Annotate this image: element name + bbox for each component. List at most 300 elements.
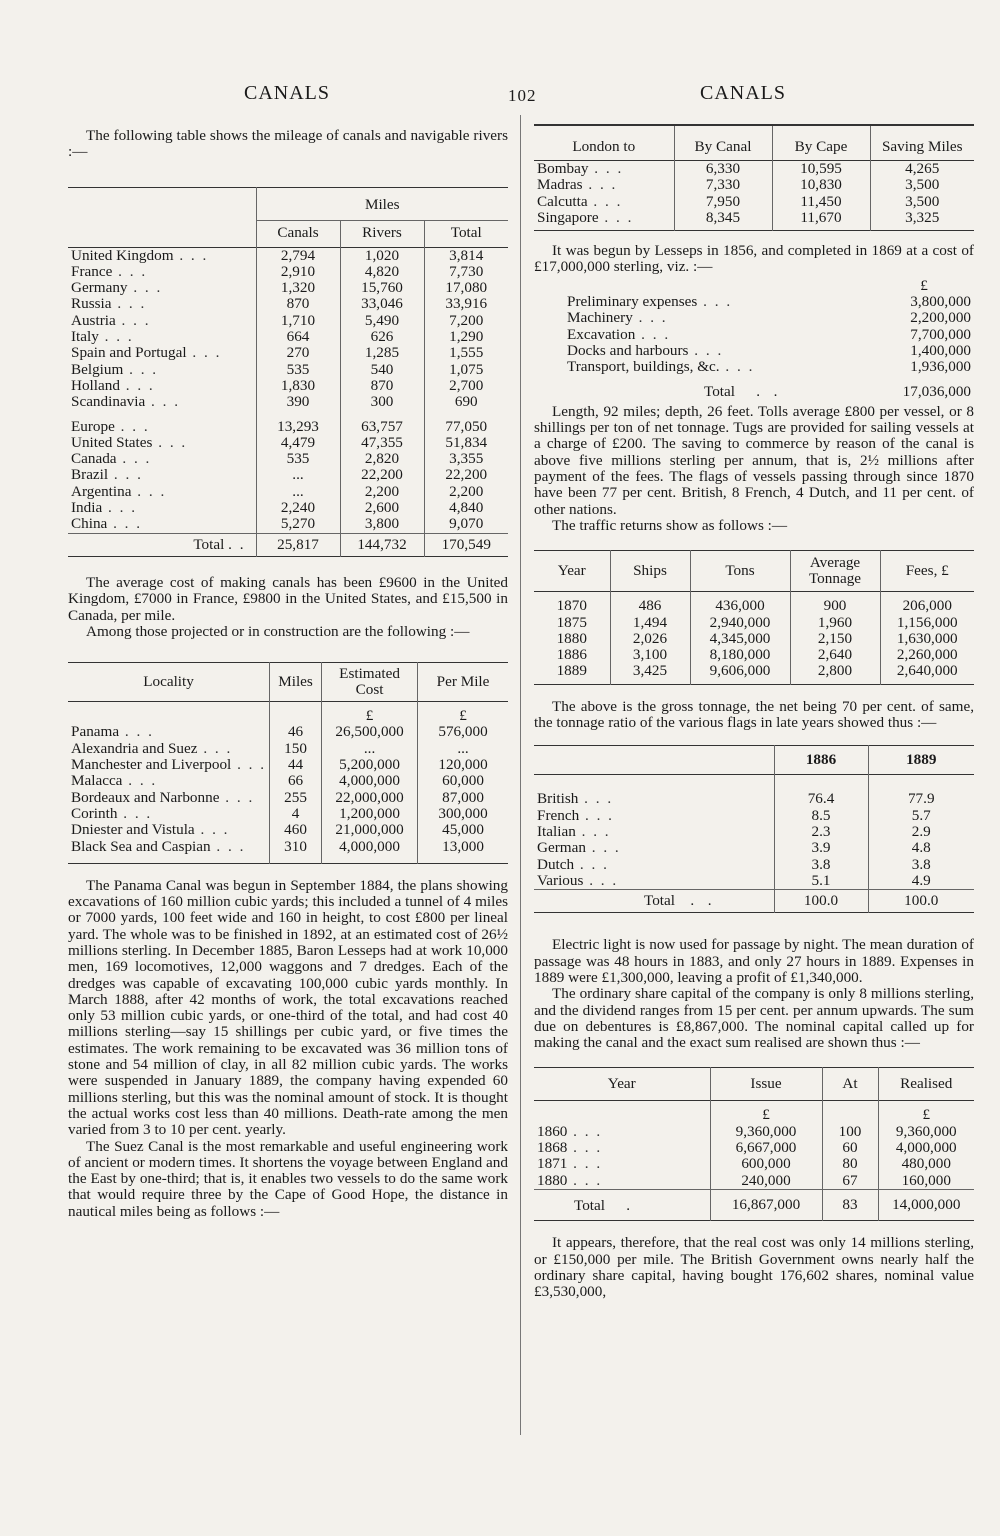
mileage-row: [68, 467, 508, 483]
project-row-value: 460: [270, 822, 322, 838]
mileage-row-value: 2,240: [256, 500, 340, 516]
leader-dots: . . .: [582, 176, 618, 194]
cost-paragraph: The average cost of making canals has been £9600 in the United Kingdom, £7000 in France, £9800 in the United States, and £15,500 in Canada, per mile.: [68, 573, 508, 624]
capital-row-value: 9,360,000: [878, 1124, 974, 1140]
mileage-row-label: Germany . . .: [71, 279, 163, 297]
mileage-row-value: 7,200: [424, 313, 508, 329]
cost-row-value: 1,936,000: [910, 358, 971, 376]
flag-row-value: 76.4: [774, 791, 868, 807]
route-row-value: 4,265: [870, 161, 974, 178]
traffic-row: [534, 598, 974, 614]
project-row-value: 255: [270, 790, 322, 806]
col-ships: Ships: [610, 551, 690, 592]
mileage-row-value: 2,200: [340, 484, 424, 500]
leader-dots: . . .: [119, 723, 154, 741]
route-row-value: 3,500: [870, 194, 974, 210]
capital-table: [534, 1067, 974, 1221]
mileage-group-2: [68, 419, 508, 534]
mileage-row: [68, 280, 508, 296]
mileage-row-value: 1,555: [424, 345, 508, 361]
mileage-row: [68, 247, 508, 264]
leader-dots: . . .: [578, 790, 614, 808]
col-saving-miles: Saving Miles: [870, 134, 974, 161]
traffic-row-value: 486: [610, 598, 690, 614]
project-row-value: 60,000: [418, 773, 508, 789]
project-row-value: 4,000,000: [322, 839, 418, 855]
traffic-row-label: 1889: [556, 662, 587, 680]
flag-row-value: 4.9: [868, 873, 974, 890]
capital-row-value: 240,000: [710, 1173, 822, 1190]
leader-dots: . . .: [152, 433, 188, 451]
mileage-row-value: 2,200: [424, 484, 508, 500]
leader-dots: . . .: [197, 739, 233, 757]
mileage-row-value: 17,080: [424, 280, 508, 296]
traffic-row-value: 1,960: [790, 615, 880, 631]
mileage-row-value: 870: [340, 378, 424, 394]
traffic-row-value: 2,150: [790, 631, 880, 647]
mileage-row-value: 4,840: [424, 500, 508, 516]
cost-row: [564, 343, 974, 359]
project-row-label: Panama . . .: [71, 723, 154, 741]
project-row-value: 66: [270, 773, 322, 789]
running-head-left: CANALS: [244, 82, 331, 104]
traffic-row-value: 900: [790, 598, 880, 614]
mileage-row-value: 3,355: [424, 451, 508, 467]
right-column: [534, 124, 974, 1300]
left-column: [68, 124, 508, 1220]
route-row-value: 8,345: [674, 210, 772, 226]
route-row-label: Madras . . .: [537, 176, 618, 194]
mileage-row-value: 4,820: [340, 264, 424, 280]
leader-dots: . . .: [122, 772, 158, 790]
cost-row-label: Machinery . . .: [567, 309, 668, 327]
traffic-body: [534, 598, 974, 679]
capital-row-value: 4,000,000: [878, 1140, 974, 1156]
project-row-label: Bordeaux and Narbonne . . .: [71, 788, 255, 806]
leader-dots: . . .: [108, 466, 143, 484]
project-row-value: 44: [270, 757, 322, 773]
capital-row-label: 1860 . . .: [537, 1122, 603, 1140]
route-row-value: 3,325: [870, 210, 974, 226]
mileage-row-label: France . . .: [71, 262, 148, 280]
route-row-value: 6,330: [674, 161, 772, 178]
col-locality: Locality: [143, 672, 194, 690]
traffic-row-value: 2,260,000: [880, 647, 974, 663]
mileage-row-value: 63,757: [340, 419, 424, 435]
mileage-row-label: Belgium . . .: [71, 360, 159, 378]
route-row: [534, 161, 974, 178]
final-paragraph: It appears, therefore, that the real cost was only 14 millions sterling, or £150,000 per mile. The British Government owns nearly half the ordinary share capital, having bought 176,602 shares, nominal value £3,530,000,: [534, 1234, 974, 1301]
project-row-value: ...: [418, 741, 508, 757]
leader-dots: . . .: [585, 839, 621, 857]
route-row-value: 7,330: [674, 177, 772, 193]
project-row: [68, 822, 508, 838]
project-row-value: 21,000,000: [322, 822, 418, 838]
mileage-row: [68, 264, 508, 280]
project-row: [68, 839, 508, 855]
flag-row-value: 2.9: [868, 824, 974, 840]
mileage-row: [68, 362, 508, 378]
project-row: [68, 773, 508, 789]
mileage-row: [68, 345, 508, 361]
mileage-row-value: 77,050: [424, 419, 508, 435]
traffic-row-label: 1880: [556, 629, 587, 647]
mileage-group-1: [68, 247, 508, 410]
project-row-label: Malacca . . .: [71, 772, 158, 790]
leader-dots: . . .: [145, 393, 181, 411]
currency-sign: £: [418, 702, 508, 725]
mileage-row-value: 33,916: [424, 296, 508, 312]
capital-row-value: 60: [822, 1140, 878, 1156]
cost-row-label: Preliminary expenses . . .: [567, 293, 733, 311]
mileage-row-value: 2,910: [256, 264, 340, 280]
leader-dots: . . .: [574, 855, 609, 873]
cost-row-value: 3,800,000: [910, 293, 971, 311]
traffic-row-value: 2,640,000: [880, 663, 974, 679]
leader-dots: . . .: [567, 1139, 603, 1157]
leader-dots: . . .: [98, 328, 134, 346]
project-row-value: 46: [270, 724, 322, 740]
leader-dots: . . .: [173, 246, 209, 264]
gross-paragraph: The above is the gross tonnage, the net being 70 per cent. of same, the tonnage ratio of the various flags in late years showed thus :—: [534, 697, 974, 732]
mileage-row-value: 540: [340, 362, 424, 378]
project-row-label: Manchester and Liverpool . . .: [71, 756, 267, 774]
project-row-label: Black Sea and Caspian . . .: [71, 837, 246, 855]
mileage-row: [68, 451, 508, 467]
mileage-row-value: 1,020: [340, 247, 424, 264]
flags-table: [534, 745, 974, 913]
electric-paragraph: Electric light is now used for passage by night. The mean duration of passage was 48 hours in 1883, and only 27 hours in 1889. Expenses in 1889 were £1,300,000, leaving a profit of £1,340,000.: [534, 936, 974, 986]
mileage-row-label: Scandinavia . . .: [71, 393, 181, 411]
col-realised: Realised: [878, 1068, 974, 1101]
mileage-row-value: 535: [256, 451, 340, 467]
mileage-row-value: 1,290: [424, 329, 508, 345]
mileage-row-value: 2,600: [340, 500, 424, 516]
leader-dots: . . .: [112, 262, 148, 280]
leader-dots: . . .: [186, 344, 222, 362]
flag-row-label: French . . .: [537, 806, 614, 824]
leader-dots: . . .: [127, 279, 163, 297]
mileage-row-label: Europe . . .: [71, 417, 150, 435]
project-row-value: 120,000: [418, 757, 508, 773]
project-row: [68, 724, 508, 740]
currency-sign: £: [710, 1101, 822, 1124]
mileage-row-value: 15,760: [340, 280, 424, 296]
capital-row-label: 1871 . . .: [537, 1155, 603, 1173]
flag-row-value: 2.3: [774, 824, 868, 840]
mileage-row-label: Italy . . .: [71, 328, 134, 346]
route-row-label: Bombay . . .: [537, 160, 624, 177]
mileage-row-label: India . . .: [71, 499, 137, 517]
capital-row-value: 100: [822, 1124, 878, 1140]
routes-body: [534, 161, 974, 227]
traffic-row-value: 8,180,000: [690, 647, 790, 663]
capital-row-label: 1880 . . .: [537, 1171, 603, 1189]
traffic-row-value: 206,000: [880, 598, 974, 614]
leader-dots: . . .: [102, 499, 137, 517]
project-row: [68, 790, 508, 806]
col-at: At: [822, 1068, 878, 1101]
project-row-value: 310: [270, 839, 322, 855]
capital-row-value: 9,360,000: [710, 1124, 822, 1140]
flag-row-value: 3.8: [868, 857, 974, 873]
project-row-value: 13,000: [418, 839, 508, 855]
route-row-value: 10,830: [772, 177, 870, 193]
project-row-value: 150: [270, 741, 322, 757]
leader-dots: . . .: [111, 295, 147, 313]
traffic-row-value: 3,425: [610, 663, 690, 679]
mileage-row-value: 4,479: [256, 435, 340, 451]
traffic-row-value: 3,100: [610, 647, 690, 663]
flag-row-label: Italian . . .: [537, 822, 611, 840]
traffic-row: [534, 663, 974, 679]
mileage-row-label: Spain and Portugal . . .: [71, 344, 222, 362]
leader-dots: . . .: [116, 450, 152, 468]
traffic-row-value: 2,026: [610, 631, 690, 647]
flag-row: [534, 808, 974, 824]
col-year: Year: [557, 562, 586, 580]
traffic-row: [534, 631, 974, 647]
capital-row: [534, 1140, 974, 1156]
mileage-row-value: 5,270: [256, 516, 340, 533]
col-tons: Tons: [690, 551, 790, 592]
intro-paragraph: The following table shows the mileage of canals and navigable rivers :—: [68, 127, 508, 161]
route-row-value: 7,950: [674, 194, 772, 210]
leader-dots: . . .: [583, 871, 619, 889]
leader-dots: . . .: [587, 192, 623, 210]
currency-sign: £: [322, 702, 418, 725]
route-row: [534, 194, 974, 210]
leader-dots: . . .: [635, 325, 671, 343]
project-row-value: 45,000: [418, 822, 508, 838]
capital-row-value: 160,000: [878, 1173, 974, 1190]
cost-row: [564, 310, 974, 326]
route-row-label: Calcutta . . .: [537, 192, 623, 210]
share-paragraph: The ordinary share capital of the company is only 8 millions sterling, and the dividend ranges from 15 per cent. per annum upwards. The sum due on debentures is £8,867,000. The nominal capital called up for making the canal and the exact sum realised are shown thus :—: [534, 985, 974, 1052]
route-row-label: Singapore . . .: [537, 208, 634, 226]
panama-paragraph: The Panama Canal was begun in September 1884, the plans showing excavations of 160 million cubic yards; this included a tunnel of 4 miles or 7000 yards, 100 feet wide and 160 in height, to cost £800 per lineal yard. The whole was to be finished in 1892, at an estimated cost of 26½ millions sterling. In December 1885, Baron Lesseps had at work 10,000 men, 169 locomotives, 12,000 waggons and 7 dredges. Each of the dredges was capable of excavating 100,000 cubic yards monthly. In March 1888, after 42 months of work, the total excavations reached only 53 million cubic yards, or one-third of the total, and had cost 40 millions sterling—say 15 shillings per cubic yard, or five times the estimates. The work remaining to be excavated was 36 million tons of stone and 54 million of clay, in all 82 million cubic yards. The works were suspended in January 1889, the company having expended 60 millions sterling, but this was the nominal amount of stock. It is thought the actual works cost less than 40 millions. Death-rate among the men varied from 3 to 10 per cent. yearly.: [68, 876, 508, 1139]
flag-row-value: 3.8: [774, 857, 868, 873]
traffic-row-value: 4,345,000: [690, 631, 790, 647]
mileage-row: [68, 435, 508, 451]
mileage-table: [68, 187, 508, 557]
mileage-row-value: 9,070: [424, 516, 508, 533]
traffic-row: [534, 647, 974, 663]
leader-dots: . . .: [598, 208, 634, 226]
capital-row: [534, 1173, 974, 1190]
capital-row-value: 600,000: [710, 1156, 822, 1172]
mileage-row-label: Argentina . . .: [71, 482, 167, 500]
project-row-value: 300,000: [418, 806, 508, 822]
flag-row-value: 8.5: [774, 808, 868, 824]
cost-row-label: Docks and harbours . . .: [567, 341, 724, 359]
flags-total-row: Total . . 100.0 100.0: [534, 890, 974, 913]
project-row-value: 576,000: [418, 724, 508, 740]
mileage-row-value: 870: [256, 296, 340, 312]
traffic-row-value: 2,800: [790, 663, 880, 679]
route-row-value: 11,450: [772, 194, 870, 210]
mileage-row-value: ...: [256, 484, 340, 500]
mileage-row-value: 626: [340, 329, 424, 345]
traffic-row-value: 2,640: [790, 647, 880, 663]
project-row-value: 4: [270, 806, 322, 822]
mileage-row-value: 664: [256, 329, 340, 345]
cost-row: [564, 359, 974, 375]
flag-row: [534, 791, 974, 807]
mileage-row-value: 1,285: [340, 345, 424, 361]
cost-breakdown-table: [564, 278, 974, 400]
begun-paragraph: It was begun by Lesseps in 1856, and completed in 1869 at a cost of £17,000,000 sterling, viz. :—: [534, 242, 974, 276]
flag-row-label: British . . .: [537, 790, 614, 808]
capital-row-value: 6,667,000: [710, 1140, 822, 1156]
flag-row-value: 3.9: [774, 840, 868, 856]
flags-body: [534, 791, 974, 889]
currency-sign: £: [920, 276, 928, 294]
leader-dots: . . .: [219, 788, 255, 806]
traffic-intro: The traffic returns show as follows :—: [552, 516, 788, 534]
leader-dots: . . .: [697, 293, 733, 311]
project-row-value: 1,200,000: [322, 806, 418, 822]
mileage-row-value: 47,355: [340, 435, 424, 451]
mileage-row-value: 535: [256, 362, 340, 378]
running-head-right: CANALS: [700, 82, 787, 104]
route-row: [534, 177, 974, 193]
mileage-row-value: 390: [256, 394, 340, 410]
mileage-row-value: 2,794: [256, 247, 340, 264]
leader-dots: . . .: [117, 804, 153, 822]
flag-row-value: 77.9: [868, 791, 974, 807]
flag-row: [534, 873, 974, 890]
mileage-row-value: 300: [340, 394, 424, 410]
leader-dots: . . .: [115, 311, 151, 329]
flag-row-label: Dutch . . .: [537, 855, 609, 873]
mileage-row: [68, 516, 508, 533]
col-canals: Canals: [256, 220, 340, 247]
mileage-row-value: 13,293: [256, 419, 340, 435]
col-by-canal: By Canal: [674, 134, 772, 161]
routes-table: [534, 124, 974, 231]
flag-row-value: 4.8: [868, 840, 974, 856]
mileage-row-value: 1,830: [256, 378, 340, 394]
mileage-row: [68, 313, 508, 329]
mileage-row: [68, 378, 508, 394]
capital-row-label: 1868 . . .: [537, 1139, 603, 1157]
flag-row-value: 5.7: [868, 808, 974, 824]
suez-paragraph: The Suez Canal is the most remarkable and useful engineering work of ancient or modern times. It shortens the voyage between England and the East by one-third; that is, it enables two vessels to do the same work that would require three by the Cape of Good Hope, the distance in nautical miles being as follows :—: [68, 1137, 508, 1220]
traffic-row-label: 1886: [556, 646, 587, 664]
leader-dots: . . .: [123, 360, 159, 378]
traffic-row-value: 1,494: [610, 615, 690, 631]
mileage-row-value: 2,820: [340, 451, 424, 467]
capital-total-row: Total . 16,867,000 83 14,000,000: [534, 1189, 974, 1220]
mileage-row-label: Brazil . . .: [71, 466, 143, 484]
col-total: Total: [424, 220, 508, 247]
leader-dots: . . .: [210, 837, 246, 855]
leader-dots: . . .: [131, 482, 167, 500]
col-rivers: Rivers: [340, 220, 424, 247]
mileage-row-label: United States . . .: [71, 433, 188, 451]
mileage-row-value: 2,700: [424, 378, 508, 394]
project-row-value: 26,500,000: [322, 724, 418, 740]
mileage-row: [68, 500, 508, 516]
mileage-row-value: 7,730: [424, 264, 508, 280]
cost-row: [564, 294, 974, 310]
capital-row-value: 80: [822, 1156, 878, 1172]
currency-sign: £: [878, 1101, 974, 1124]
leader-dots: . . .: [567, 1171, 603, 1189]
traffic-row-value: 1,156,000: [880, 615, 974, 631]
leader-dots: . . .: [719, 358, 755, 376]
mileage-total-row: Total . . 25,817 144,732 170,549: [68, 533, 508, 556]
capital-row: [534, 1124, 974, 1140]
mileage-row-value: 22,200: [424, 467, 508, 483]
projects-table: [68, 662, 508, 864]
leader-dots: . . .: [231, 756, 267, 774]
traffic-row-value: 1,630,000: [880, 631, 974, 647]
cost-row-value: 7,700,000: [910, 325, 971, 343]
cost-row: [564, 327, 974, 343]
leader-dots: . . .: [632, 309, 668, 327]
leader-dots: . . .: [567, 1155, 603, 1173]
col-miles: Miles: [270, 663, 322, 702]
traffic-row-value: 2,940,000: [690, 615, 790, 631]
mileage-row-value: 3,800: [340, 516, 424, 533]
traffic-row: [534, 615, 974, 631]
capital-body: [534, 1124, 974, 1190]
flag-row-label: German . . .: [537, 839, 621, 857]
mileage-row-value: 1,710: [256, 313, 340, 329]
flag-row-label: Various . . .: [537, 871, 619, 889]
traffic-table: [534, 550, 974, 684]
cost-total-row: Total . . 17,036,000: [704, 382, 971, 400]
col-issue: Issue: [710, 1068, 822, 1101]
leader-dots: . . .: [688, 341, 724, 359]
leader-dots: . . .: [567, 1122, 603, 1140]
mileage-row-value: ...: [256, 467, 340, 483]
mileage-row-label: Austria . . .: [71, 311, 151, 329]
traffic-row-value: 436,000: [690, 598, 790, 614]
flag-row: [534, 857, 974, 873]
mileage-row-label: Holland . . .: [71, 376, 155, 394]
leader-dots: . . .: [114, 417, 150, 435]
capital-row-value: 480,000: [878, 1156, 974, 1172]
mileage-row-value: 3,814: [424, 247, 508, 264]
traffic-row-label: 1875: [556, 613, 587, 631]
capital-row: [534, 1156, 974, 1172]
col-london-to: London to: [572, 137, 636, 155]
miles-group-header: Miles: [256, 187, 508, 220]
col-per-mile: Per Mile: [418, 663, 508, 702]
route-row-value: 11,670: [772, 210, 870, 226]
project-row-label: Dniester and Vistula . . .: [71, 821, 230, 839]
leader-dots: . . .: [575, 822, 611, 840]
costs-body: [564, 294, 974, 375]
flag-row-value: 5.1: [774, 873, 868, 890]
mileage-row-label: Canada . . .: [71, 450, 152, 468]
project-row-value: 87,000: [418, 790, 508, 806]
leader-dots: . . .: [579, 806, 614, 824]
mileage-row-value: 690: [424, 394, 508, 410]
cost-row-value: 2,200,000: [910, 309, 971, 327]
mileage-row-label: Russia . . .: [71, 295, 147, 313]
mileage-row-value: 1,075: [424, 362, 508, 378]
page-number: 102: [508, 86, 537, 105]
mileage-row-value: 33,046: [340, 296, 424, 312]
mileage-row: [68, 394, 508, 410]
leader-dots: . . .: [194, 821, 230, 839]
route-row-value: 3,500: [870, 177, 974, 193]
col-fees: Fees, £: [880, 551, 974, 592]
